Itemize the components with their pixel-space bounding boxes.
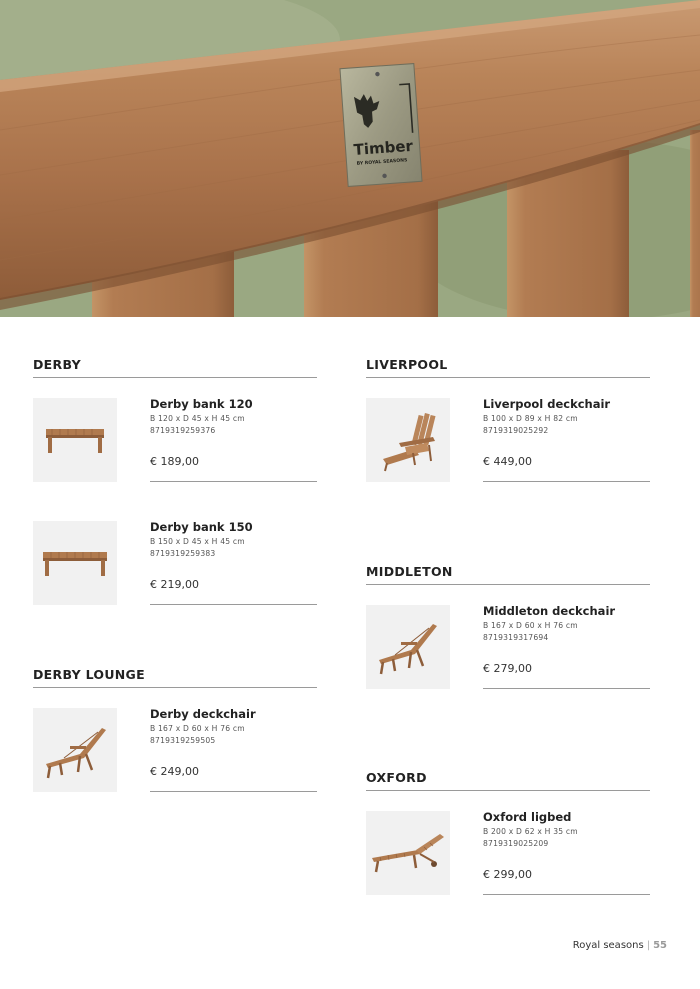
product-card[interactable]	[33, 708, 317, 811]
product-card[interactable]	[366, 398, 650, 501]
badge-sub: BY ROYAL SEASONS	[356, 158, 408, 167]
product-card[interactable]	[33, 398, 317, 501]
section-title: LIVERPOOL	[366, 356, 650, 378]
product-name: Derby bank 120	[150, 397, 253, 411]
section-title: DERBY LOUNGE	[33, 666, 317, 688]
product-ean: 8719319025209	[483, 839, 549, 848]
bench-backrest-illustration	[0, 0, 700, 317]
section-title: OXFORD	[366, 769, 650, 791]
sun-lounger-icon	[368, 828, 448, 878]
badge-brand: Timber	[353, 136, 414, 159]
section-title: DERBY	[33, 356, 317, 378]
product-ean: 8719319317694	[483, 633, 549, 642]
product-name: Liverpool deckchair	[483, 397, 611, 411]
product-image	[33, 521, 117, 605]
timber-badge	[340, 64, 422, 187]
page-footer	[573, 940, 667, 951]
section-liverpool	[366, 356, 650, 501]
section-oxford	[366, 769, 650, 914]
product-dimensions: B 120 x D 45 x H 45 cm	[150, 414, 245, 423]
product-name: Oxford ligbed	[483, 810, 572, 824]
product-info	[483, 605, 650, 689]
product-ean: 8719319259376	[150, 426, 216, 435]
product-dimensions: B 150 x D 45 x H 45 cm	[150, 537, 245, 546]
footer-separator: |	[646, 940, 651, 951]
product-price: € 189,00	[150, 455, 199, 468]
section-title: MIDDLETON	[366, 563, 650, 585]
product-card[interactable]	[33, 521, 317, 624]
hero-photo	[0, 0, 700, 317]
product-info	[150, 521, 317, 605]
product-name: Derby deckchair	[150, 707, 256, 721]
section-derby	[33, 356, 317, 624]
product-image	[366, 398, 450, 482]
product-ean: 8719319025292	[483, 426, 549, 435]
bench-icon	[40, 546, 110, 580]
product-info	[150, 708, 317, 792]
bench-icon	[42, 423, 108, 457]
product-price: € 449,00	[483, 455, 532, 468]
product-image	[33, 708, 117, 792]
product-image	[366, 811, 450, 895]
product-dimensions: B 167 x D 60 x H 76 cm	[483, 621, 578, 630]
product-ean: 8719319259383	[150, 549, 216, 558]
product-price: € 219,00	[150, 578, 199, 591]
deckchair-icon	[40, 720, 110, 780]
product-card[interactable]	[366, 811, 650, 914]
product-name: Derby bank 150	[150, 520, 253, 534]
product-dimensions: B 167 x D 60 x H 76 cm	[150, 724, 245, 733]
deckchair-icon	[373, 618, 443, 676]
product-image	[33, 398, 117, 482]
product-dimensions: B 100 x D 89 x H 82 cm	[483, 414, 578, 423]
product-info	[483, 398, 650, 482]
footer-brand: Royal seasons	[572, 940, 644, 951]
product-price: € 299,00	[483, 868, 532, 881]
product-price: € 279,00	[483, 662, 532, 675]
product-dimensions: B 200 x D 62 x H 35 cm	[483, 827, 578, 836]
product-info	[150, 398, 317, 482]
section-middleton	[366, 563, 650, 708]
product-price: € 249,00	[150, 765, 199, 778]
product-name: Middleton deckchair	[483, 604, 616, 618]
product-ean: 8719319259505	[150, 736, 216, 745]
product-card[interactable]	[366, 605, 650, 708]
product-info	[483, 811, 650, 895]
product-image	[366, 605, 450, 689]
adirondack-chair-icon	[375, 407, 441, 473]
page-number: 55	[653, 940, 667, 951]
section-derby-lounge	[33, 666, 317, 811]
